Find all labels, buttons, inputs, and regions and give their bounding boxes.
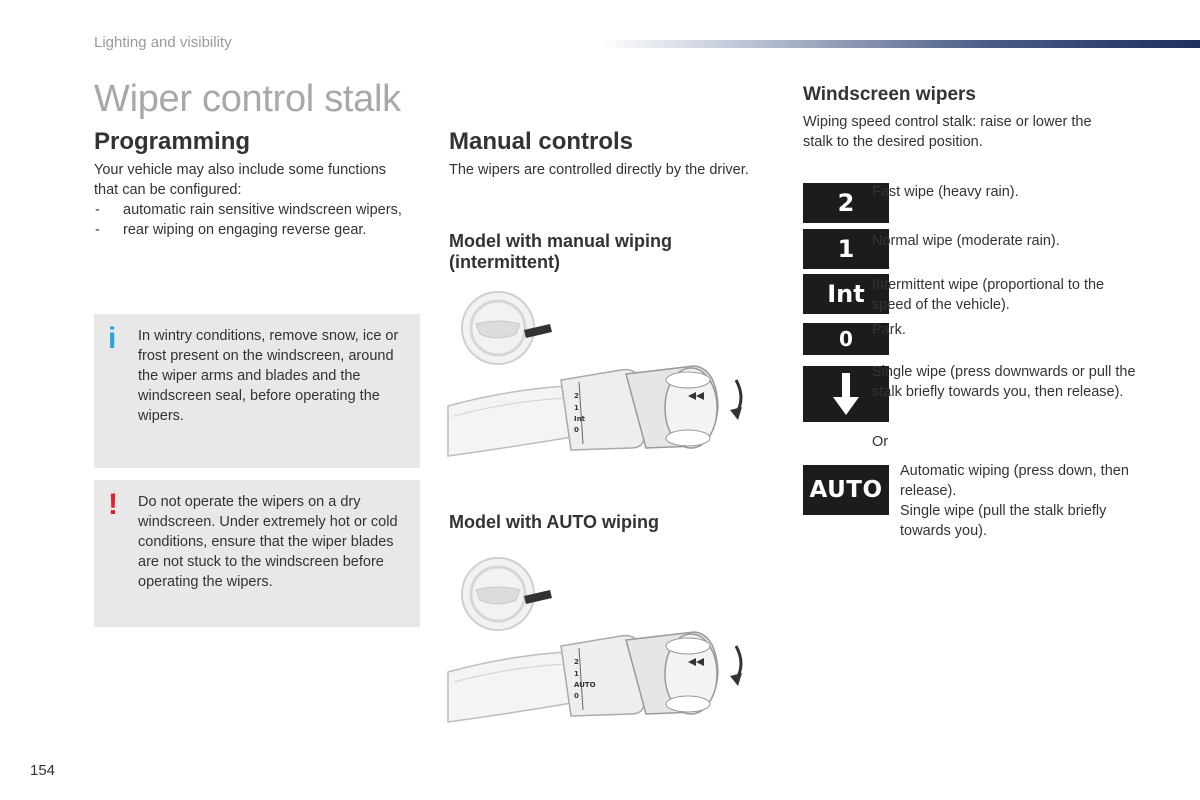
list-item: - automatic rain sensitive windscreen wipers, <box>94 200 424 220</box>
position-int-icon: Int <box>803 274 889 314</box>
position-1-desc: Normal wipe (moderate rain). <box>872 233 1060 249</box>
windscreen-heading: Windscreen wipers <box>803 84 976 105</box>
windscreen-intro: Wiping speed control stalk: raise or lower the stalk to the desired position. <box>803 114 1092 150</box>
stalk-scale-label: 2 <box>574 392 579 400</box>
info-text: In wintry conditions, remove snow, ice or frost present on the windscreen, around the wiper arms and blades and the windscreen seal, before operating the wipers. <box>138 328 399 424</box>
page-number: 154 <box>30 762 56 779</box>
manual-heading: Manual controls <box>449 128 634 155</box>
page-title: Wiper control stalk <box>94 78 401 120</box>
programming-list <box>94 200 424 240</box>
stalk-scale-label: Int <box>574 415 585 423</box>
info-icon: i <box>108 322 117 355</box>
stalk-scale-label: 2 <box>574 658 579 666</box>
auto-desc-line: Automatic wiping (press down, then release). <box>900 463 1129 499</box>
position-2-icon: 2 <box>803 183 889 223</box>
list-item: - rear wiping on engaging reverse gear. <box>94 220 424 240</box>
or-label: Or <box>872 434 889 450</box>
stalk-illustration-auto <box>446 554 766 730</box>
single-wipe-desc: Single wipe (press downwards or pull the stalk briefly towards you, then release). <box>872 364 1136 400</box>
position-0-desc: Park. <box>872 322 906 338</box>
header-accent-bar <box>600 40 1200 48</box>
model-auto-heading: Model with AUTO wiping <box>449 512 659 532</box>
auto-desc-line: Single wipe (pull the stalk briefly towards you). <box>900 503 1107 539</box>
position-0-icon: 0 <box>803 323 889 355</box>
programming-heading: Programming <box>94 128 251 155</box>
auto-desc <box>900 461 1130 541</box>
warning-icon: ! <box>108 488 118 521</box>
info-notice <box>94 314 420 468</box>
programming-intro: Your vehicle may also include some functions that can be configured: <box>94 162 387 198</box>
position-int-desc: Intermittent wipe (proportional to the speed of the vehicle). <box>872 277 1105 313</box>
position-1-icon: 1 <box>803 229 889 269</box>
stalk-scale-label: AUTO <box>574 681 596 689</box>
warning-notice <box>94 480 420 627</box>
stalk-scale-label: 1 <box>574 404 579 412</box>
stalk-scale-label: 0 <box>574 426 579 434</box>
position-2-desc: Fast wipe (heavy rain). <box>872 184 1019 200</box>
stalk-scale-label: 0 <box>574 692 579 700</box>
section-label: Lighting and visibility <box>94 34 232 51</box>
stalk-illustration-manual <box>446 288 766 464</box>
manual-intro: The wipers are controlled directly by the driver. <box>449 162 749 178</box>
warning-text: Do not operate the wipers on a dry windscreen. Under extremely hot or cold conditions, ensure that the wiper blades are not stuck to the windscreen before operating the wipers. <box>138 494 398 590</box>
auto-icon: AUTO <box>803 465 889 515</box>
programming-body <box>94 160 424 240</box>
stalk-scale-label: 1 <box>574 670 579 678</box>
model-manual-heading: Model with manual wiping (intermittent) <box>449 231 672 272</box>
